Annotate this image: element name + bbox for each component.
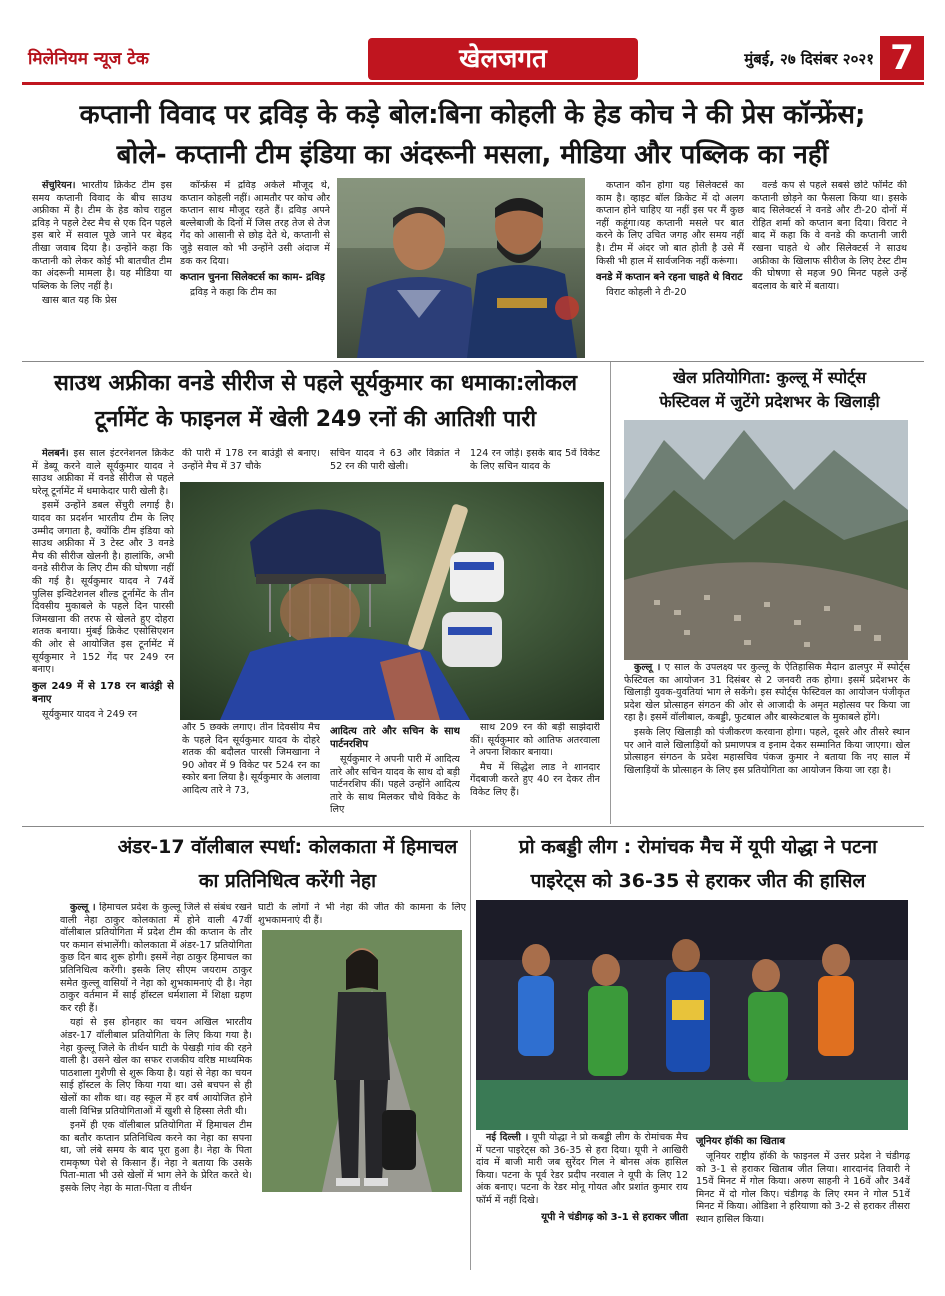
story1-col1-p2: खास बात यह कि प्रेस [42, 295, 117, 307]
story4-p4: घाटी के लोगों ने भी नेहा की जीत की कामना के लिए शुभकामनाएं दी हैं। [258, 902, 466, 926]
story1-col3-p2: विराट कोहली ने टी-20 [606, 287, 687, 299]
story1-col2 [180, 180, 330, 358]
story2-col4-top: 124 रन जोड़े। इसके बाद 5वें विकेट के लिए सचिन यादव के [470, 448, 600, 472]
section-title: खेलजगत [368, 38, 638, 80]
photo-neha-thakur [262, 930, 462, 1192]
story2-headline [28, 366, 603, 438]
story2-col3-bottom [330, 722, 460, 822]
story1-subhead1: कप्तान चुनना सिलेक्टर्स का काम- द्रविड़ [180, 272, 325, 284]
story1-col3-p1: कप्तान कौन होगा यह सिलेक्टर्स का काम है। व्हाइट बॉल क्रिकेट में दो अलग कप्तान होने चाहिए या नहीं इस पर मैं कुछ नहीं कहूंगा।यह कप्तानी मसले पर बात करने के लिए उचित जगह और समय नहीं है। टीम में अंदर जो बात होती है उसे मैं किसी भी हाल में सार्वजनिक नहीं करूंगा। [596, 180, 744, 267]
story3-headline-line1: खेल प्रतियोगिता: कुल्लू में स्पोर्ट्स [672, 368, 867, 387]
story2-col3-bottom-p: सूर्यकुमार ने अपनी पारी में आदित्य तारे और सचिन यादव के साथ दो बड़ी पार्टनरशिप कीं। पहले उन्होंने आदित्य तारे के साथ मिलकर चौथे विकेट के लिए [330, 754, 460, 816]
story5-headline-line2: पाइरेट्स को 36-35 से हराकर जीत की हासिल [530, 870, 866, 892]
story1-col3 [596, 180, 744, 358]
story2-subhead1: कुल 249 में से 178 रन बाउंड्री से बनाए [32, 680, 174, 705]
story2-col4-bottom-p1: साथ 209 रन की बड़ी साझेदारी कीं। सूर्यकुमार को आतिफ अतरवाला ने अपना शिकार बनाया। [470, 722, 600, 759]
dateline: मुंबई, २७ दिसंबर २०२१ [744, 50, 874, 68]
story5-p1: यूपी योद्धा ने प्रो कबड्डी लीग के रोमांचक मैच में पटना पाइरेट्स को 36-35 से हरा दिया। यूपी ने आखिरी दांव में बाजी मारी जब सुरेंदर गिल ने बोनस अंक हासिल किया। पटना के पूर्व रेडर प्रदीप नरवाल ने यूपी के लिए 12 अंक बनाए। पटना के रेडर मोनू गोयत और प्रशांत कुमार राय फॉर्म में नहीं दिखे। [476, 1132, 688, 1206]
story5-headline [468, 830, 928, 898]
story2-col2-bottom: और 5 छक्के लगाए। तीन दिवसीय मैच के पहले दिन सूर्यकुमार यादव के दोहरे शतक की बदौलत पारसी जिमखाना ने 90 ओवर में 9 विकेट पर 524 रन का स्कोर बना लिया है। सूर्यकुमार के अलावा आदित्य तारे ने 73, [182, 722, 320, 796]
photo-suryakumar-image [180, 482, 604, 720]
story4-headline [90, 830, 485, 898]
story1-headline-line2: बोले- कप्तानी टीम इंडिया का अंदरूनी मसला, मीडिया और पब्लिक का नहीं [116, 140, 829, 170]
story1-col1-p1: भारतीय क्रिकेट टीम इस समय कप्तानी विवाद के बीच साउथ अफ्रीका में है। टीम के हेड कोच राहुल द्रविड़ ने पहले टेस्ट मैच से एक दिन पहले इस बारे में सवाल पूछे जाने पर बेहद तीखा जवाब दिया है। उन्होंने कहा कि कप्तानी को लेकर कोई भी बातचीत टीम का अंदरूनी मामला है। यह मीडिया या पब्लिक के लिए नहीं है। [32, 180, 172, 292]
photo-kullu-valley-image [624, 420, 908, 660]
story3-headline [612, 366, 927, 414]
story1-col2-p2: द्रविड़ ने कहा कि टीम का [190, 287, 277, 299]
story2-headline-line1: साउथ अफ्रीका वनडे सीरीज से पहले सूर्यकुमार का धमाका:लोकल [54, 371, 577, 396]
story3-p2: इसके लिए खिलाड़ी को पंजीकरण करवाना होगा। पहले, दूसरे और तीसरे स्थान पर आने वाले खिलाड़ियों को प्रमाणपत्र व इनाम देकर सम्मानित किया जाएगा। खेल प्रोत्साहन संगठन के प्रदेश महासचिव पंकज कुमार ने बताया कि नए साल में खिलाड़ियों के प्रोत्साहन के लिए इस प्रतियोगिता का आयोजन किया जा रहा है। [624, 726, 910, 776]
story1-subhead2: वनडे में कप्तान बने रहना चाहते थे विराट [596, 272, 743, 284]
story4-headline-line1: अंडर-17 वॉलीबाल स्पर्धा: कोलकाता में हिमाचल [117, 836, 458, 858]
story4-p3: इनमें ही एक वॉलीबाल प्रतियोगिता में हिमाचल टीम का बतौर कप्तान प्रतिनिधित्व करने का नेहा का सपना था, जो लंबे समय के बाद पूरा हुआ है। नेहा के पिता रामकृष्ण पेशे से किसान हैं। नेहा ने बताया कि उसके पिता-माता भी उसे खेलों में भाग लेने के प्रेरित करते थे। इसके लिए नेहा के माता-पिता व तीर्थन [60, 1120, 252, 1195]
story1-divider [22, 361, 924, 362]
story2-col1 [32, 448, 174, 822]
story1-dateline: सेंचुरियन। [42, 180, 76, 191]
story4-p2: यहां से इस होनहार का चयन अखिल भारतीय अंडर-17 वॉलीबाल प्रतियोगिता के लिए किया गया है। नेहा कुल्लू जिले के तीर्थन घाटी के पेखड़ी गांव की रहने वाली है। उसने खेल का सफर राजकीय वरिष्ठ माध्यमिक पाठशाला गुशैणी से शुरू किया है। यहां से नेहा का चयन साई हॉस्टल के लिए किया गया था। उसे बचपन से ही खेलों का शौक था। वह स्कूल में हर वर्ष आयोजित होने वाली विभिन्न प्रतियोगिताओं में खुशी से हिस्सा लेती थी। [60, 1017, 252, 1117]
photo-dravid-kohli [337, 178, 585, 358]
story2-col3-top: सचिन यादव ने 63 और विक्रांत ने 52 रन की पारी खेली। [330, 448, 460, 472]
story2-col1-p3: सूर्यकुमार यादव ने 249 रन [42, 708, 138, 720]
header-rule [22, 82, 924, 85]
story3-dateline: कुल्लू । [634, 662, 661, 673]
page-number: 7 [880, 36, 924, 80]
story2-subhead2: आदित्य तारे और सचिन के साथ पार्टनरशिप [330, 726, 460, 750]
story1-col2-p1: कॉन्फ्रेंस में द्रविड़ अकेले मौजूद थे, कप्तान कोहली नहीं। आमतौर पर कोच और कप्तान साथ मौजूद रहते हैं। द्रविड़ अपने बल्लेबाजी के दिनों में जिस तरह तेज से तेज गेंद को आसानी से छोड़ देते थे, कप्तानी से जुड़े सवाल को भी उन्होंने उसी अंदाज में डक कर दिया। [180, 180, 330, 267]
story2-dateline: मेलबर्न। [42, 448, 69, 459]
story4-p1: हिमाचल प्रदेश के कुल्लू जिले से संबंध रखने वाली नेहा ठाकुर कोलकाता में होने वाली 47वीं वॉलीबाल प्रतियोगिता में प्रदेश टीम की कप्तान के तौर पर कमान संभालेंगी। कोलकाता में अंडर-17 प्रतियोगिता कुछ दिन बाद शुरू होगी। इसमें नेहा ठाकुर हिमाचल का प्रतिनिधित्व करेंगी। इसके लिए सीएम जयराम ठाकुर समेत कुल्लू वासियों ने नेहा को शुभकामनाएं दी है। नेहा ठाकुर वर्तमान में साई हॉस्टल धर्मशाला में शिक्षा ग्रहण कर रही हैं। [60, 902, 252, 1014]
photo-kabaddi-match-image [476, 900, 908, 1130]
story2-divider [22, 826, 924, 827]
newspaper-brand: मिलेनियम न्यूज टेक [28, 49, 149, 69]
story1-headline [20, 95, 925, 175]
story1-headline-line1: कप्तानी विवाद पर द्रविड़ के कड़े बोल:बिना कोहली के हेड कोच ने की प्रेस कॉन्फ्रेंस; [79, 100, 866, 130]
story3-body [624, 662, 910, 822]
story5-col2 [696, 1132, 910, 1262]
story5-p2: जूनियर राष्ट्रीय हॉकी के फाइनल में उत्तर प्रदेश ने चंडीगढ़ को 3-1 से हराकर खिताब जीत लिया। शारदानंद तिवारी ने 15वें मिनट में गोल किया। अरुण साहनी ने 16वें और 34वें मिनट में दो गोल किए। चंडीगढ़ के लिए रमन ने गोल 51वें मिनट में किया। ओडिशा ने हरियाणा को 3-2 से हराकर तीसरा स्थान हासिल किया। [696, 1151, 910, 1225]
story2-headline-line2: टूर्नामेंट के फाइनल में खेली 249 रनों की आतिशी पारी [94, 407, 537, 432]
story2-col4-bottom [470, 722, 600, 822]
story2-col1-p2: इसमें उन्होंने डबल सेंचुरी लगाई है। यादव का प्रदर्शन भारतीय टीम के लिए उम्मीद जगाता है, क्योंकि टीम इंडिया को साउथ अफ्रीका में 3 टेस्ट और 3 वनडे मैच की सीरीज खेलनी है। हालांकि, अभी वनडे सीरीज के लिए टीम की घोषणा नहीं की गई है। सूर्यकुमार यादव ने 74वें पुलिस इन्विटेशनल शील्ड टूर्नामेंट के तीन दिवसीय मुकाबले के पहले दिन पारसी जिमखाना की तरफ से खेलते हुए दोहरा शतक बनाया। मुंबई क्रिकेट एसोसिएशन की ओर से आयोजित इस टूर्नामेंट में सूर्यकुमार ने 152 गेंद पर 249 रन बनाए। [32, 500, 174, 676]
story2-col2-top: की पारी में 178 रन बाउंड्री से बनाए। उन्होंने मैच में 37 चौके [182, 448, 320, 472]
story3-p1: ए साल के उपलक्ष्य पर कुल्लू के ऐतिहासिक मैदान ढालपुर में स्पोर्ट्स फेस्टिवल का आयोजन 31 दिसंबर से 2 जनवरी तक होगा। इसमें प्रदेशभर के खिलाड़ी युवक-युवतियां भाग ले सकेंगे। इस स्पोर्ट्स फेस्टिवल का आयोजन पंजीकृत प्रदेश खेल प्रोत्साहन संगठन की ओर से आजादी के अमृत महोत्सव पर किया जा रहा है। इसमें वॉलीबाल, कबड्डी, फुटबाल और बास्केटबाल के मुकाबले होंगे। [624, 662, 910, 724]
photo-neha-thakur-image [262, 930, 462, 1192]
story1-col4-p1: वर्ल्ड कप से पहले सबसे छोटे फॉर्मेट की कप्तानी छोड़ने का फैसला किया था। इसके बाद सिलेक्टर्स ने वनडे और टी-20 दोनों में रोहित शर्मा को कप्तान बना दिया। विराट ने बाद में कहा कि वे वनडे की कप्तानी जारी रखना चाहते थे और सिलेक्टर्स ने साउथ अफ्रीका के खिलाफ सीरीज के लिए टेस्ट टीम की घोषणा से महज 90 मिनट पहले उन्हें बदलाव के बारे में बताया। [752, 180, 907, 292]
story1-col1 [32, 180, 172, 358]
story5-col1 [476, 1132, 688, 1262]
story2-col4-bottom-p2: मैच में सिद्धेश लाड ने शानदार गेंदबाजी करते हुए 40 रन देकर तीन विकेट लिए हैं। [470, 761, 600, 798]
story3-headline-line2: फेस्टिवल में जुटेंगे प्रदेशभर के खिलाड़ी [659, 392, 880, 411]
story5-dateline: नई दिल्ली । [486, 1132, 529, 1143]
photo-kabaddi-match [476, 900, 908, 1130]
story4-col1 [60, 902, 252, 1264]
story5-headline-line1: प्रो कबड्डी लीग : रोमांचक मैच में यूपी योद्धा ने पटना [518, 836, 878, 858]
story1-col4 [752, 180, 907, 358]
story5-subhead2: जूनियर हॉकी का खिताब [696, 1136, 786, 1147]
photo-kullu-valley [624, 420, 908, 660]
story2-col1-p1: इस साल इंटरनेशनल क्रिकेट में डेब्यू करने वाले सूर्यकुमार यादव ने साउथ अफ्रीका में वनडे सीरीज से पहले घरेलू टूर्नामेंट में धमाकेदार पारी खेली है। [32, 448, 174, 497]
photo-suryakumar [180, 482, 604, 720]
story4-headline-line2: का प्रतिनिधित्व करेंगी नेहा [198, 870, 377, 892]
photo-dravid-kohli-image [337, 178, 585, 358]
column-divider-right [610, 362, 611, 824]
story5-subhead1: यूपी ने चंडीगढ़ को 3-1 से हराकर जीता [541, 1211, 688, 1223]
story4-dateline: कुल्लू । [70, 902, 96, 913]
